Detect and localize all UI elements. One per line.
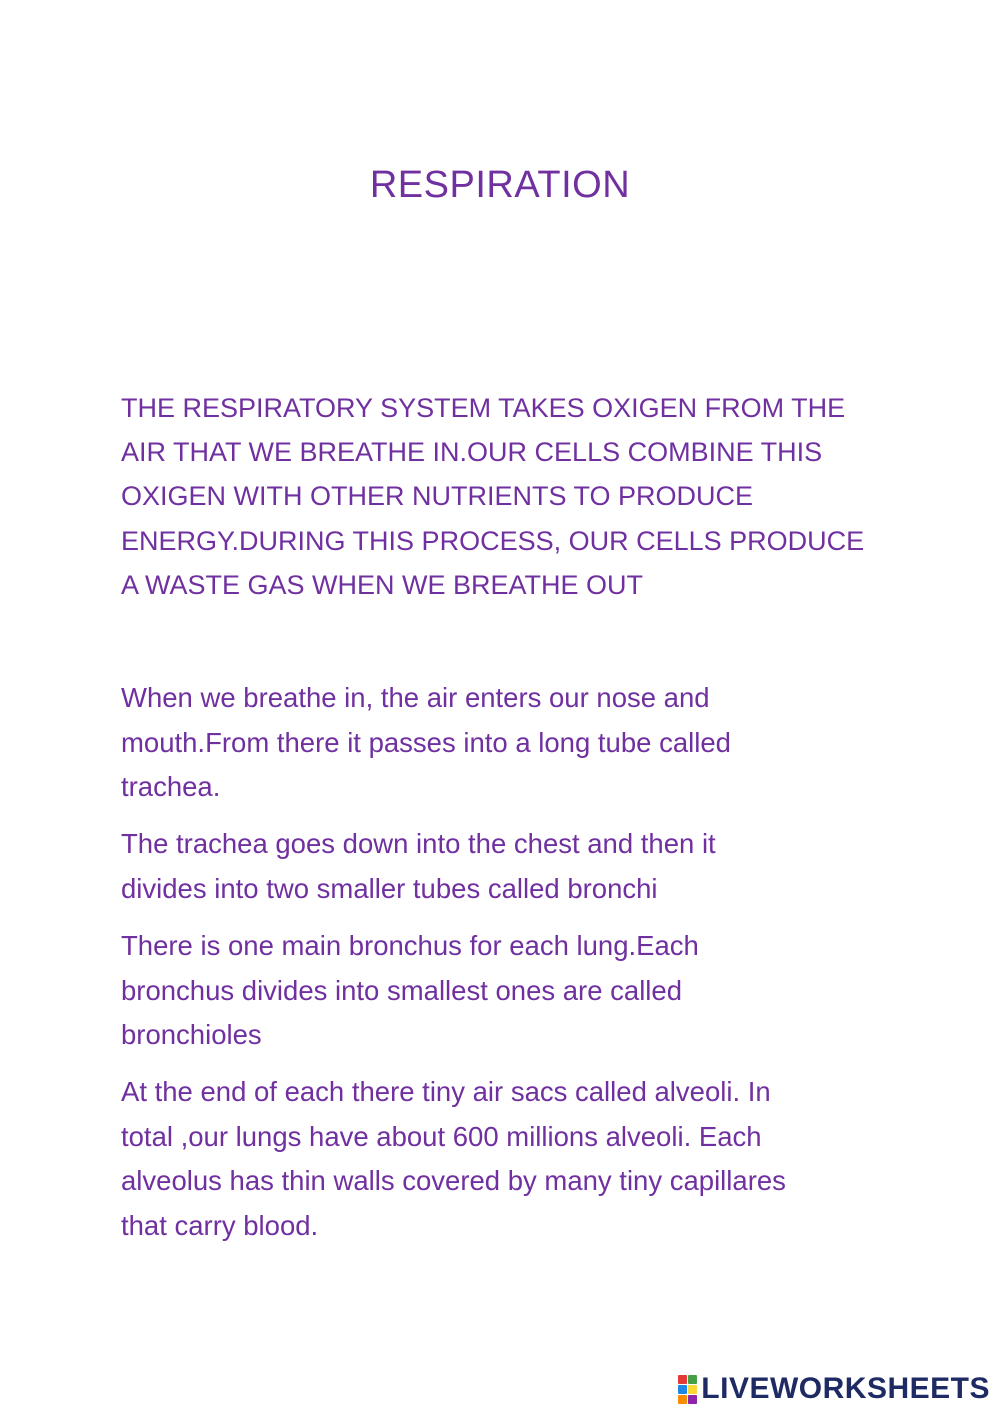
paragraph-bronchus <box>121 924 881 1058</box>
logo-wordmark: LIVEWORKSHEETS <box>701 1372 990 1405</box>
paragraph-line: At the end of each there tiny air sacs called alveoli. In <box>121 1076 771 1107</box>
intro-line: A WASTE GAS WHEN WE BREATHE OUT <box>121 569 644 600</box>
paragraph-line: trachea. <box>121 771 221 802</box>
paragraph-line: bronchioles <box>121 1019 262 1050</box>
logo-square <box>678 1395 687 1404</box>
logo-square <box>688 1395 697 1404</box>
page-title: RESPIRATION <box>369 164 631 206</box>
intro-line: THE RESPIRATORY SYSTEM TAKES OXIGEN FROM THE <box>121 393 846 423</box>
logo-square <box>688 1385 697 1394</box>
paragraph-line: There is one main bronchus for each lung.Each <box>121 930 699 961</box>
intro-line: ENERGY.DURING THIS PROCESS, OUR CELLS PRODUCE <box>121 525 865 556</box>
paragraph-line: bronchus divides into smallest ones are called <box>121 974 682 1006</box>
logo-square <box>688 1375 697 1384</box>
intro-line: OXIGEN WITH OTHER NUTRIENTS TO PRODUCE <box>121 481 754 512</box>
paragraph-line: mouth.From there it passes into a long tube called <box>121 726 731 758</box>
paragraph-line: divides into two smaller tubes called bronchi <box>121 872 658 904</box>
paragraph-alveoli <box>121 1070 881 1248</box>
liveworksheets-logo <box>678 1373 990 1405</box>
logo-mark-icon <box>678 1375 697 1404</box>
logo-square <box>678 1385 687 1394</box>
paragraph-line: total ,our lungs have about 600 millions alveoli. Each <box>121 1120 762 1152</box>
paragraph-line: The trachea goes down into the chest and then it <box>121 828 716 859</box>
paragraph-breathing-in <box>121 676 881 810</box>
paragraph-line: alveolus has thin walls covered by many tiny capillares <box>121 1165 786 1196</box>
intro-line: AIR THAT WE BREATHE IN.OUR CELLS COMBINE THIS <box>121 437 823 468</box>
paragraph-trachea <box>121 822 881 911</box>
intro-paragraph <box>121 386 871 607</box>
paragraph-line: that carry blood. <box>121 1209 319 1241</box>
paragraph-line: When we breathe in, the air enters our nose and <box>121 682 710 713</box>
logo-square <box>678 1375 687 1384</box>
